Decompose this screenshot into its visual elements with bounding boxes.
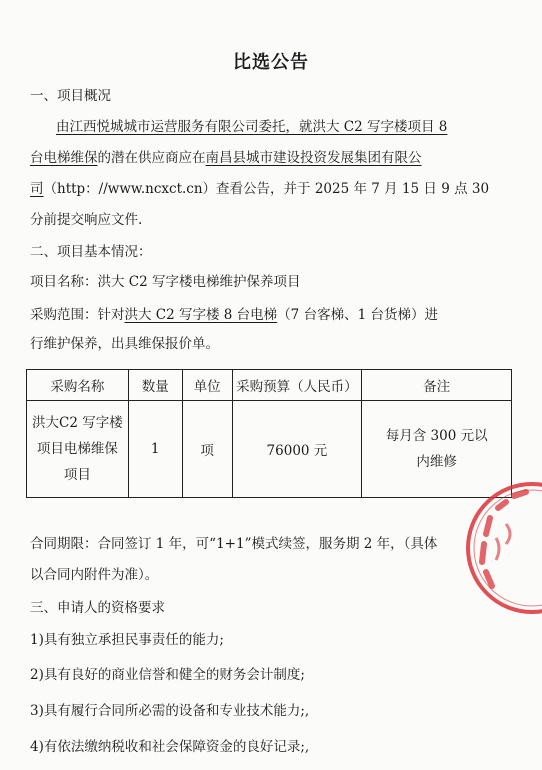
table-row bbox=[27, 401, 512, 498]
cell-procurement-name bbox=[27, 401, 129, 498]
overview-text: 南昌县城市建设投资发展集团有限公 bbox=[205, 150, 422, 166]
overview-line-3 bbox=[30, 179, 510, 199]
cell-text: 项目电梯维保 bbox=[36, 441, 118, 457]
red-seal-stamp-icon bbox=[462, 478, 542, 618]
procurement-table bbox=[26, 369, 512, 498]
section-2-heading: 二、项目基本情况： bbox=[30, 244, 152, 260]
scope-text: 洪大 C2 写字楼 8 台电梯 bbox=[124, 307, 278, 323]
cell-quantity: 1 bbox=[128, 401, 182, 498]
table-header: 单位 bbox=[182, 370, 232, 401]
requirement-3: 3)具有履行合同所必需的设备和专业技术能力;, bbox=[30, 703, 310, 719]
overview-text: 的潜在供应商应在 bbox=[97, 150, 206, 166]
scope-text: （7 台客梯、1 台货梯）进 bbox=[277, 307, 438, 323]
overview-line-2 bbox=[30, 148, 510, 168]
overview-text: 司 bbox=[30, 181, 44, 197]
table-header: 采购名称 bbox=[27, 370, 129, 401]
table-header-row bbox=[27, 370, 512, 401]
overview-line-4: 分前提交响应文件. bbox=[30, 212, 143, 228]
overview-text: （http：//www.ncxct.cn）查看公告，并于 2025 年 7 月 15 日 9 点 30 bbox=[43, 181, 490, 197]
cell-unit: 项 bbox=[182, 401, 232, 498]
cell-budget: 76000 元 bbox=[232, 401, 362, 498]
section-1-heading: 一、项目概况 bbox=[30, 88, 111, 104]
table-header: 数量 bbox=[128, 370, 182, 401]
scope-line-1 bbox=[30, 305, 510, 325]
section-3-heading: 三、申请人的资格要求 bbox=[30, 600, 165, 616]
requirement-1: 1)具有独立承担民事责任的能力; bbox=[30, 632, 224, 648]
contract-line-2: 以合同内附件为准）。 bbox=[30, 567, 159, 583]
scope-line-2: 行维护保养，出具维保报价单。 bbox=[30, 336, 219, 352]
requirement-2: 2)具有良好的商业信誉和健全的财务会计制度; bbox=[30, 667, 305, 683]
cell-text: 内维修 bbox=[416, 454, 457, 470]
project-name: 项目名称：洪大 C2 写字楼电梯维护保养项目 bbox=[30, 274, 301, 290]
overview-text: 台电梯维保 bbox=[30, 150, 98, 166]
overview-text: 由江西悦城城市运营服务有限公司委托，就洪大 C2 写字楼项目 8 bbox=[56, 119, 448, 135]
requirement-4: 4)有依法缴纳税收和社会保障资金的良好记录;, bbox=[30, 739, 310, 755]
cell-text: 项目 bbox=[63, 467, 91, 483]
cell-text: 每月含 300 元以 bbox=[385, 428, 488, 444]
contract-line-1: 合同期限：合同签订 1 年，可“1+1”模式续签，服务期 2 年，（具体 bbox=[30, 536, 438, 552]
overview-line-1 bbox=[56, 117, 536, 137]
table-header: 采购预算（人民币） bbox=[232, 370, 362, 401]
scope-text: 采购范围：针对 bbox=[30, 307, 125, 323]
cell-text: 洪大C2 写字楼 bbox=[32, 415, 123, 431]
table-header: 备注 bbox=[362, 370, 512, 401]
page-title: 比选公告 bbox=[233, 52, 309, 73]
